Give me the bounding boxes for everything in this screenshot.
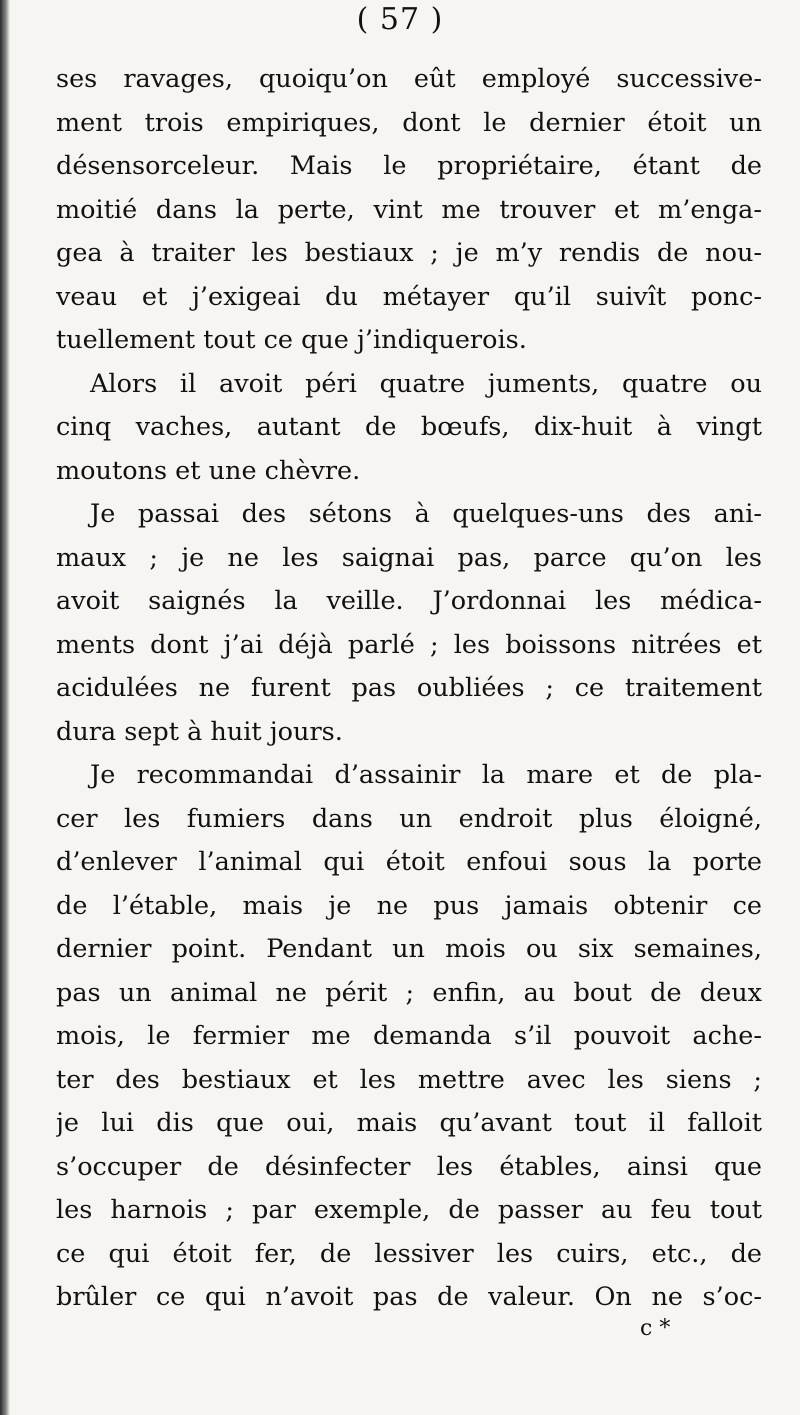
text-line: ment trois empiriques, dont le dernier étoit un: [56, 107, 762, 138]
signature-mark: c *: [640, 1316, 671, 1341]
text-line: moutons et une chèvre.: [56, 455, 361, 486]
text-line: veau et j’exigeai du métayer qu’il suivît ponc-: [56, 281, 762, 312]
text-line: d’enlever l’animal qui étoit enfoui sous la porte: [56, 847, 762, 877]
text-line: avoit saignés la veille. J’ordonnai les médica-: [56, 586, 762, 616]
text-line: moitié dans la perte, vint me trouver et m’enga-: [56, 194, 762, 225]
text-line: mois, le fermier me demanda s’il pouvoit ache-: [56, 1021, 762, 1051]
text-line: brûler ce qui n’avoit pas de valeur. On ne s’oc-: [56, 1282, 762, 1312]
text-line: de l’étable, mais je ne pus jamais obtenir ce: [56, 890, 762, 921]
text-line: pas un animal ne périt ; enfin, au bout de deux: [56, 977, 762, 1008]
text-line: tuellement tout ce que j’indiquerois.: [56, 325, 527, 355]
text-line: ter des bestiaux et les mettre avec les siens ;: [56, 1064, 762, 1095]
page-number: ( 57 ): [356, 2, 444, 37]
text-line: acidulées ne furent pas oubliées ; ce traitement: [56, 673, 762, 703]
text-line: ses ravages, quoiqu’on eût employé successive-: [56, 64, 762, 94]
text-line: dura sept à huit jours.: [56, 716, 343, 747]
text-line: Je passai des sétons à quelques-uns des ani-: [90, 499, 762, 529]
page-binding-shadow: [0, 0, 10, 1415]
text-line: cer les fumiers dans un endroit plus éloigné,: [56, 803, 762, 834]
text-line: Je recommandai d’assainir la mare et de pla-: [90, 760, 762, 790]
text-line: désensorceleur. Mais le propriétaire, étant de: [56, 151, 762, 181]
text-line: maux ; je ne les saignai pas, parce qu’on les: [56, 542, 762, 573]
text-line: les harnois ; par exemple, de passer au feu tout: [56, 1195, 762, 1225]
text-line: s’occuper de désinfecter les étables, ainsi que: [56, 1151, 762, 1182]
text-line: Alors il avoit péri quatre juments, quatre ou: [90, 368, 762, 399]
text-line: gea à traiter les bestiaux ; je m’y rendis de nou-: [56, 238, 762, 268]
text-line: dernier point. Pendant un mois ou six semaines,: [56, 934, 762, 964]
body-text: [56, 58, 762, 1320]
text-line: ments dont j’ai déjà parlé ; les boissons nitrées et: [56, 629, 762, 660]
text-line: je lui dis que oui, mais qu’avant tout il falloit: [56, 1108, 762, 1138]
text-line: cinq vaches, autant de bœufs, dix-huit à vingt: [56, 412, 762, 442]
text-line: ce qui étoit fer, de lessiver les cuirs, etc., de: [56, 1238, 762, 1269]
